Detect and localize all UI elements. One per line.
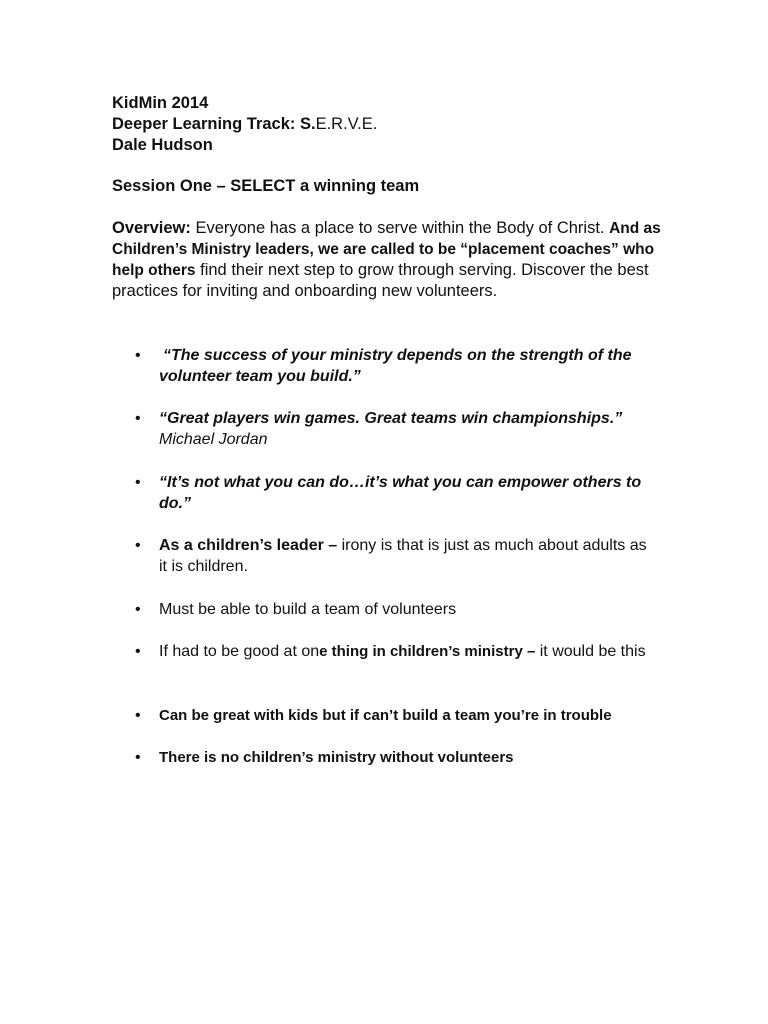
- bullet-icon: •: [135, 474, 141, 491]
- item-text-bold: As a children’s leader –: [159, 537, 338, 554]
- list-item: [135, 747, 659, 768]
- author-name: Dale Hudson: [112, 136, 213, 154]
- bullet-icon: •: [135, 347, 141, 364]
- item-text-bold: There is no children’s ministry without volunteers: [159, 749, 514, 766]
- bullet-icon: •: [135, 537, 141, 554]
- item-text: it would be this: [535, 643, 646, 660]
- quote-attribution: Michael Jordan: [159, 431, 268, 448]
- quote-text: “The success of your ministry depends on the strength of the volunteer team you build.”: [159, 347, 632, 385]
- item-text: Must be able to build a team of volunteers: [159, 601, 457, 618]
- track-acronym: E.R.V.E.: [315, 115, 378, 133]
- bullet-icon: •: [135, 707, 141, 724]
- list-item: [135, 472, 659, 514]
- list-item: [135, 599, 659, 620]
- overview-text-1: Everyone has a place to serve within the Body of Christ.: [190, 219, 605, 237]
- bullet-icon: •: [135, 643, 141, 660]
- quote-text: “It’s not what you can do…it’s what you can empower others to do.”: [159, 474, 642, 512]
- list-item: [135, 641, 659, 662]
- overview-label: Overview:: [112, 219, 191, 237]
- list-item: [135, 345, 659, 387]
- list-item: [135, 705, 659, 726]
- quote-text: “Great players win games. Great teams win championships.”: [159, 410, 623, 427]
- bullet-icon: •: [135, 601, 141, 618]
- session-title: Session One – SELECT a winning team: [112, 177, 420, 195]
- item-text: If had to be good at on: [159, 643, 320, 660]
- overview-text-bold: And as Children’s Ministry leaders, we are called to be “placement coaches” who help others: [112, 220, 661, 279]
- bullet-icon: •: [135, 410, 141, 427]
- track-label: Deeper Learning Track: S.: [112, 115, 316, 133]
- list-item: [135, 408, 659, 450]
- item-text: irony is that is just as much about adults as it is children.: [159, 537, 647, 575]
- list-item: [135, 535, 659, 577]
- event-title: KidMin 2014: [112, 94, 209, 112]
- item-text-bold: Can be great with kids but if can’t build a team you’re in trouble: [159, 707, 612, 724]
- overview-text-2: find their next step to grow through serving. Discover the best practices for inviting and onboarding new volunteers.: [112, 261, 649, 300]
- item-text-bold: e thing in children’s ministry –: [319, 643, 536, 660]
- bullet-icon: •: [135, 749, 141, 766]
